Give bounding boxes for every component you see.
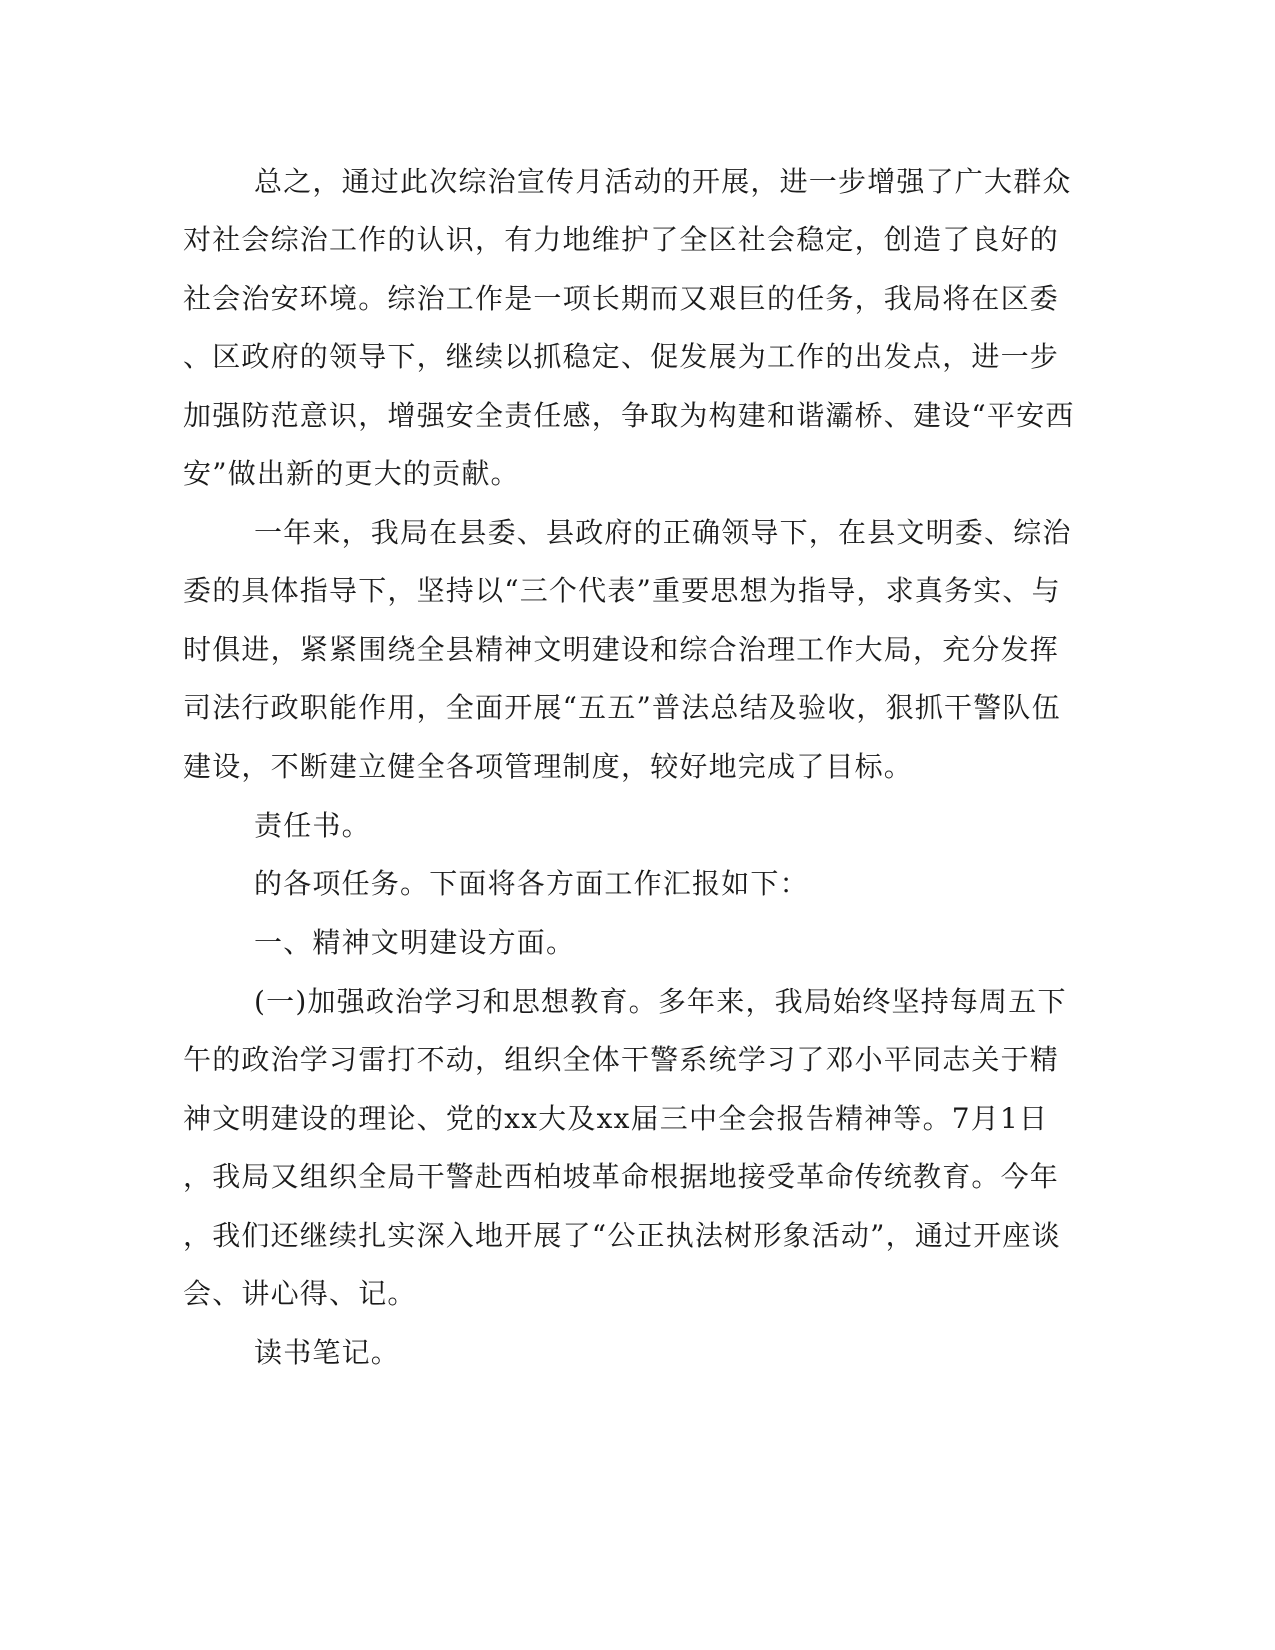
paragraph-2-line-1: 一年来，我局在县委、县政府的正确领导下，在县文明委、综治	[254, 516, 1072, 549]
paragraph-4-line-1: 的各项任务。下面将各方面工作汇报如下：	[254, 867, 809, 900]
paragraph-2-line-5: 建设，不断建立健全各项管理制度，较好地完成了目标。	[183, 750, 914, 783]
section-heading: 一、精神文明建设方面。	[254, 926, 576, 959]
paragraph-6-line-6: 会、讲心得、记。	[183, 1277, 417, 1310]
paragraph-1-line-6: 安”做出新的更大的贡献。	[183, 457, 520, 490]
paragraph-6-line-4: ，我局又组织全局干警赴西柏坡革命根据地接受革命传统教育。今年	[183, 1160, 1060, 1193]
paragraph-6-line-1: (一)加强政治学习和思想教育。多年来，我局始终坚持每周五下	[254, 985, 1067, 1018]
paragraph-1-line-1: 总之，通过此次综治宣传月活动的开展，进一步增强了广大群众	[254, 165, 1072, 198]
paragraph-6-line-5: ，我们还继续扎实深入地开展了“公正执法树形象活动”，通过开座谈	[183, 1219, 1061, 1252]
paragraph-3-line-1: 责任书。	[254, 809, 371, 842]
paragraph-6-line-3: 神文明建设的理论、党的xx大及xx届三中全会报告精神等。7月1日	[183, 1102, 1049, 1135]
paragraph-1-line-2: 对社会综治工作的认识，有力地维护了全区社会稳定，创造了良好的	[183, 223, 1060, 256]
paragraph-2-line-2: 委的具体指导下，坚持以“三个代表”重要思想为指导，求真务实、与	[183, 574, 1061, 607]
paragraph-1-line-3: 社会治安环境。综治工作是一项长期而又艰巨的任务，我局将在区委	[183, 282, 1060, 315]
paragraph-7-line-1: 读书笔记。	[254, 1336, 401, 1369]
paragraph-2-line-4: 司法行政职能作用，全面开展“五五”普法总结及验收，狠抓干警队伍	[183, 691, 1061, 724]
paragraph-6-line-2: 午的政治学习雷打不动，组织全体干警系统学习了邓小平同志关于精	[183, 1043, 1060, 1076]
paragraph-1-line-4: 、区政府的领导下，继续以抓稳定、促发展为工作的出发点，进一步	[183, 340, 1060, 373]
paragraph-2-line-3: 时俱进，紧紧围绕全县精神文明建设和综合治理工作大局，充分发挥	[183, 633, 1060, 666]
paragraph-1-line-5: 加强防范意识，增强安全责任感，争取为构建和谐灞桥、建设“平安西	[183, 399, 1075, 432]
